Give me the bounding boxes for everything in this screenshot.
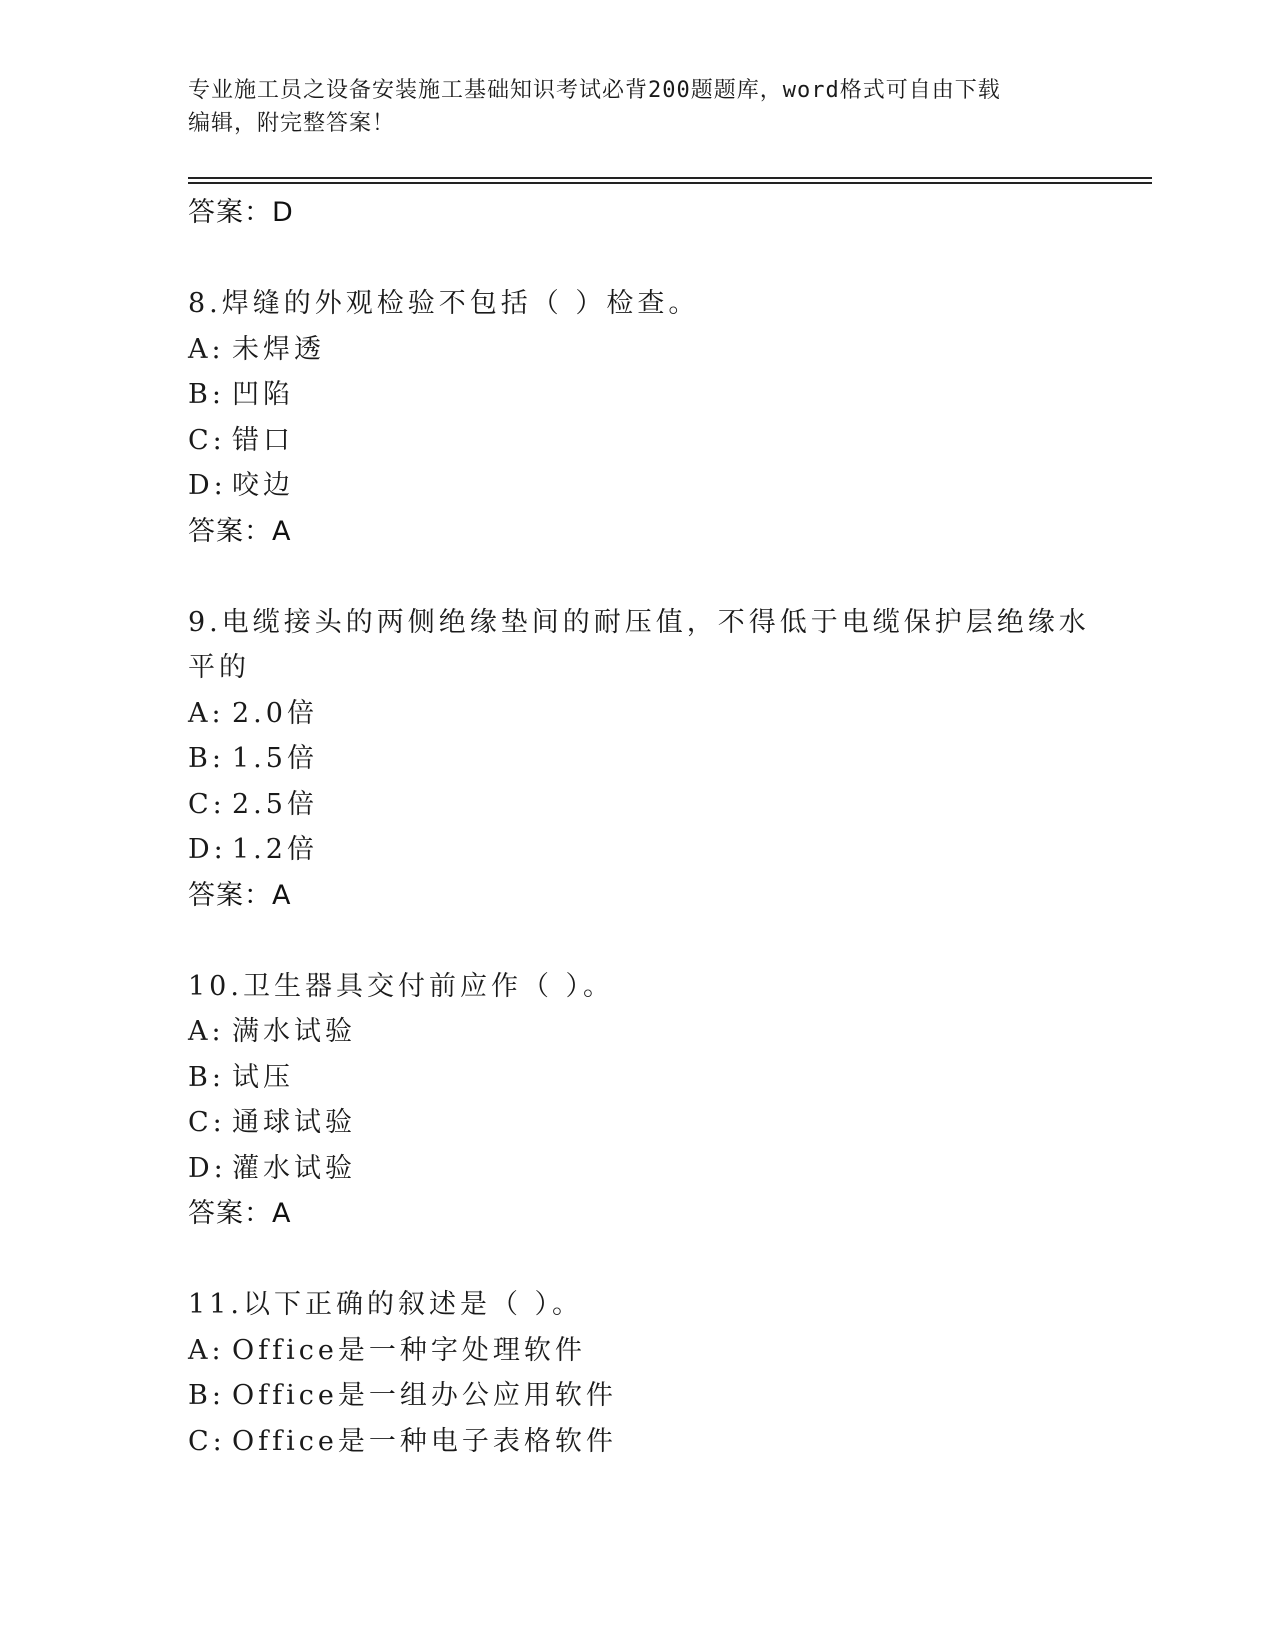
option-text: 满水试验	[232, 1016, 356, 1047]
option-a	[188, 1009, 1118, 1055]
question-list	[188, 190, 1118, 1464]
option-letter: D:	[188, 834, 227, 865]
question-answer: 答案：A	[188, 515, 292, 547]
option-text: 2.5倍	[232, 788, 318, 820]
option-a	[188, 691, 1118, 737]
option-text: 通球试验	[232, 1107, 356, 1138]
option-text: 1.5倍	[232, 743, 318, 774]
question-text: 10.卫生器具交付前应作（ ）。	[188, 970, 615, 1002]
header-divider-top	[188, 177, 1152, 179]
option-letter: C:	[188, 1107, 226, 1138]
option-text: Office是一种电子表格软件	[232, 1425, 617, 1457]
question-text: 8.焊缝的外观检验不包括（ ）检查。	[188, 288, 700, 319]
option-letter: B:	[188, 379, 225, 410]
option-text: Office是一种字处理软件	[232, 1334, 586, 1366]
option-letter: A:	[188, 333, 225, 365]
option-a	[188, 1328, 1118, 1374]
question-item	[188, 600, 1118, 918]
option-letter: C:	[188, 1425, 226, 1457]
option-letter: B:	[188, 1380, 225, 1411]
option-letter: D:	[188, 1152, 227, 1184]
option-letter: B:	[188, 743, 225, 774]
option-letter: A:	[188, 1334, 225, 1366]
option-letter: A:	[188, 1016, 225, 1047]
option-c	[188, 1100, 1118, 1146]
option-c	[188, 1419, 1118, 1465]
question-text: 11.以下正确的叙述是（ ）。	[188, 1289, 584, 1320]
option-letter: B:	[188, 1061, 225, 1093]
option-text: Office是一组办公应用软件	[232, 1380, 617, 1411]
header-title-line-1: 专业施工员之设备安装施工基础知识考试必背200题题库，word格式可自由下载	[188, 78, 1001, 103]
option-text: 试压	[232, 1061, 294, 1093]
option-d	[188, 827, 1118, 873]
option-b	[188, 736, 1118, 782]
option-c	[188, 418, 1118, 464]
option-text: 灌水试验	[232, 1152, 356, 1184]
option-b	[188, 1373, 1118, 1419]
question-answer: 答案：A	[188, 1198, 292, 1229]
question-item	[188, 1282, 1118, 1464]
option-d	[188, 463, 1118, 509]
option-text: 咬边	[232, 470, 294, 501]
option-text: 未焊透	[232, 333, 325, 365]
option-c	[188, 782, 1118, 828]
header-title-line-2: 编辑，附完整答案！	[188, 111, 396, 136]
question-item	[188, 964, 1118, 1237]
option-letter: C:	[188, 424, 226, 456]
option-d	[188, 1146, 1118, 1192]
document-header	[188, 74, 1088, 140]
option-text: 1.2倍	[232, 834, 318, 865]
option-text: 错口	[232, 424, 294, 456]
option-text: 凹陷	[232, 379, 294, 410]
option-letter: A:	[188, 697, 225, 729]
question-item	[188, 281, 1118, 554]
question-answer: 答案：A	[188, 879, 292, 911]
previous-question-answer: 答案：D	[188, 197, 294, 228]
question-text: 9.电缆接头的两侧绝缘垫间的耐压值，不得低于电缆保护层绝缘水平的	[188, 606, 1090, 683]
option-a	[188, 327, 1118, 373]
option-text: 2.0倍	[232, 697, 318, 729]
header-divider-bottom	[188, 182, 1152, 184]
option-b	[188, 1055, 1118, 1101]
option-letter: D:	[188, 470, 227, 501]
option-b	[188, 372, 1118, 418]
option-letter: C:	[188, 788, 226, 820]
